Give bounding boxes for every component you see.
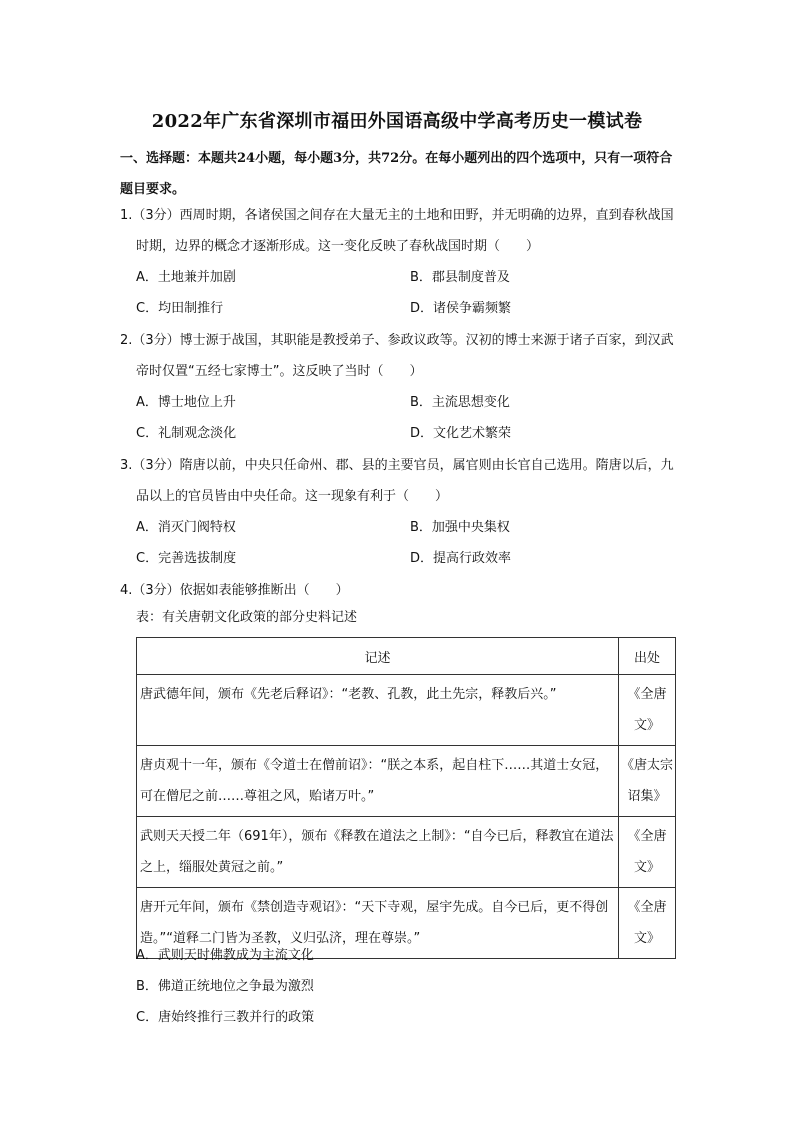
source-cell: 《全唐文》 bbox=[619, 888, 676, 959]
page-title: 2022年广东省深圳市福田外国语高级中学高考历史一模试卷 bbox=[151, 111, 643, 132]
source-cell: 《全唐文》 bbox=[619, 675, 676, 746]
question-4 bbox=[120, 575, 680, 606]
option-d[interactable]: D．提高行政效率 bbox=[410, 551, 512, 566]
table-row bbox=[137, 746, 676, 817]
option-c[interactable]: C．礼制观念淡化 bbox=[136, 426, 237, 441]
table-header-row bbox=[137, 638, 676, 675]
question-2-options bbox=[136, 387, 676, 449]
source-cell: 《唐太宗诏集》 bbox=[619, 746, 676, 817]
option-a[interactable]: A．武则天时佛教成为主流文化 bbox=[136, 948, 314, 963]
option-d[interactable]: D．文化艺术繁荣 bbox=[410, 426, 512, 441]
option-a[interactable]: A．博士地位上升 bbox=[136, 395, 236, 410]
record-cell: 武则天天授二年（691年），颁布《释教在道法之上制》：“自今已后，释教宜在道法之上，缁服处黄冠之前。” bbox=[137, 817, 619, 888]
record-cell: 唐开元年间，颁布《禁创造寺观诏》：“天下寺观，屋宇先成。自今已后，更不得创造。”“道释二门皆为圣教，义归弘济，理在尊崇。” bbox=[137, 888, 619, 959]
question-stem: 4.（3分）依据如表能够推断出（ ） bbox=[120, 583, 349, 598]
option-c[interactable]: C．唐始终推行三教并行的政策 bbox=[136, 1010, 315, 1025]
option-b[interactable]: B．佛道正统地位之争最为激烈 bbox=[136, 979, 314, 994]
option-c[interactable]: C．均田制推行 bbox=[136, 301, 224, 316]
table-caption: 表：有关唐朝文化政策的部分史料记述 bbox=[136, 610, 358, 625]
record-cell: 唐武德年间，颁布《先老后释诏》：“老教、孔教，此土先宗，释教后兴。” bbox=[137, 675, 619, 746]
option-d[interactable]: D．诸侯争霸频繁 bbox=[410, 301, 512, 316]
source-cell: 《全唐文》 bbox=[619, 817, 676, 888]
option-b[interactable]: B．加强中央集权 bbox=[410, 520, 510, 535]
section-heading: 一、选择题：本题共24小题，每小题3分，共72分。在每小题列出的四个选项中，只有一项符合题目要求。 bbox=[120, 151, 673, 197]
question-1-options bbox=[136, 262, 676, 324]
question-3-options bbox=[136, 512, 676, 574]
table-row bbox=[137, 817, 676, 888]
question-stem: 1.（3分）西周时期，各诸侯国之间存在大量无主的土地和田野，并无明确的边界，直到春秋战国时期，边界的概念才逐渐形成。这一变化反映了春秋战国时期（ ） bbox=[120, 208, 674, 254]
option-b[interactable]: B．主流思想变化 bbox=[410, 395, 510, 410]
question-2 bbox=[120, 325, 680, 387]
source-table bbox=[136, 637, 676, 959]
header-record: 记述 bbox=[137, 638, 619, 675]
option-a[interactable]: A．土地兼并加剧 bbox=[136, 270, 236, 285]
option-c[interactable]: C．完善选拔制度 bbox=[136, 551, 237, 566]
record-cell: 唐贞观十一年，颁布《令道士在僧前诏》：“朕之本系，起自柱下……其道士女冠，可在僧尼之前……尊祖之风，贻诸万叶。” bbox=[137, 746, 619, 817]
option-b[interactable]: B．郡县制度普及 bbox=[410, 270, 510, 285]
header-source: 出处 bbox=[619, 638, 676, 675]
question-stem: 3.（3分）隋唐以前，中央只任命州、郡、县的主要官员，属官则由长官自己选用。隋唐以后，九品以上的官员皆由中央任命。这一现象有利于（ ） bbox=[120, 458, 674, 504]
question-stem: 2.（3分）博士源于战国，其职能是教授弟子、参政议政等。汉初的博士来源于诸子百家，到汉武帝时仅置“五经七家博士”。这反映了当时（ ） bbox=[120, 333, 674, 379]
table-row bbox=[137, 675, 676, 746]
question-3 bbox=[120, 450, 680, 512]
question-1 bbox=[120, 200, 680, 262]
option-a[interactable]: A．消灭门阀特权 bbox=[136, 520, 236, 535]
